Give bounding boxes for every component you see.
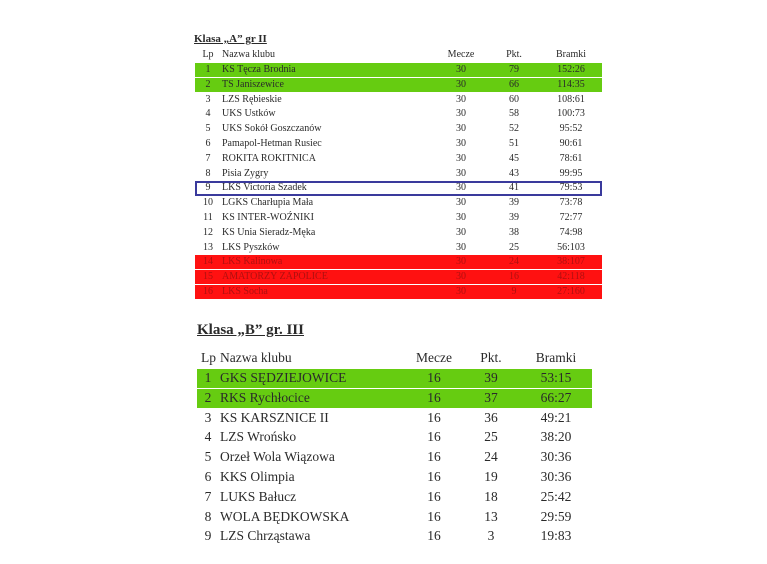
club-name-cell: Pisia Zygry [222, 167, 269, 179]
table-row [195, 167, 602, 181]
table-b-title: Klasa „B” gr. III [197, 322, 304, 338]
club-name-cell: KS Unia Sieradz-Męka [222, 226, 316, 238]
matches-cell: 30 [456, 241, 466, 253]
goals-cell: 27:160 [557, 286, 585, 297]
lp-cell: 6 [205, 138, 211, 149]
table-row [195, 107, 602, 121]
header-matches: Mecze [447, 49, 475, 60]
points-cell: 16 [509, 271, 519, 283]
lp-cell: 6 [204, 469, 212, 484]
header-lp: Lp [201, 350, 216, 365]
goals-cell: 25:42 [540, 488, 572, 504]
table-row [197, 448, 592, 467]
points-cell: 52 [509, 123, 519, 135]
table-row [197, 508, 592, 527]
goals-cell: 38:20 [540, 429, 572, 445]
goals-cell: 49:21 [540, 409, 572, 425]
lp-cell: 8 [204, 508, 212, 524]
points-cell: 39 [484, 370, 498, 385]
goals-cell: 108:61 [557, 93, 585, 105]
goals-cell: 66:27 [540, 389, 572, 405]
matches-cell: 16 [427, 389, 441, 405]
table-row [195, 152, 602, 166]
goals-cell: 38:107 [557, 256, 585, 268]
matches-cell: 30 [456, 152, 466, 164]
matches-cell: 16 [427, 508, 441, 524]
club-name-cell: LKS Socha [222, 286, 268, 297]
club-name-cell: LKS Kalinowa [222, 256, 283, 268]
matches-cell: 16 [427, 409, 441, 425]
goals-cell: 95:52 [559, 123, 583, 135]
points-cell: 25 [509, 241, 519, 253]
lp-cell: 14 [203, 256, 213, 268]
table-row [197, 389, 592, 408]
lp-cell: 11 [203, 212, 213, 223]
table-row [195, 241, 602, 255]
points-cell: 39 [509, 197, 519, 209]
matches-cell: 16 [427, 469, 441, 484]
points-cell: 45 [509, 152, 519, 164]
club-name-cell: LZS Chrząstawa [220, 528, 311, 544]
lp-cell: 2 [204, 389, 212, 405]
goals-cell: 30:36 [540, 449, 572, 465]
matches-cell: 16 [427, 449, 441, 465]
lp-cell: 4 [205, 108, 211, 120]
club-name-cell: KKS Olimpia [220, 469, 295, 484]
points-cell: 79 [509, 64, 519, 75]
club-name-cell: WOLA BĘDKOWSKA [220, 508, 350, 524]
lp-cell: 1 [204, 370, 212, 385]
points-cell: 38 [509, 226, 519, 238]
lp-cell: 4 [204, 429, 212, 445]
club-name-cell: UKS Sokół Goszczanów [222, 123, 322, 135]
goals-cell: 78:61 [559, 152, 583, 164]
club-name-cell: LZS Rębieskie [222, 93, 282, 105]
header-goals: Bramki [556, 49, 586, 60]
table-row [195, 211, 602, 225]
header-goals: Bramki [535, 350, 577, 365]
matches-cell: 16 [427, 528, 441, 544]
goals-cell: 79:53 [559, 182, 583, 194]
matches-cell: 30 [456, 108, 466, 120]
lp-cell: 2 [205, 78, 211, 90]
lp-cell: 8 [205, 167, 211, 179]
table-row [195, 181, 602, 196]
table-row [195, 270, 602, 284]
table-row [195, 285, 602, 299]
lp-cell: 9 [205, 182, 211, 194]
table-row [197, 428, 592, 447]
lp-cell: 1 [205, 64, 211, 75]
matches-cell: 30 [456, 78, 466, 90]
goals-cell: 100:73 [557, 108, 585, 120]
goals-cell: 19:83 [540, 528, 572, 544]
goals-cell: 73:78 [559, 197, 583, 209]
lp-cell: 9 [204, 528, 212, 544]
points-cell: 9 [511, 286, 517, 297]
matches-cell: 30 [456, 197, 466, 209]
lp-cell: 12 [203, 226, 213, 238]
table-row [195, 63, 602, 77]
points-cell: 24 [509, 256, 519, 268]
table-row [195, 255, 602, 269]
matches-cell: 30 [456, 182, 466, 194]
header-name: Nazwa klubu [222, 49, 276, 60]
table-row [197, 527, 592, 546]
points-cell: 37 [484, 389, 498, 405]
table-row [195, 137, 602, 151]
matches-cell: 30 [456, 271, 466, 283]
lp-cell: 3 [204, 409, 212, 425]
points-cell: 3 [487, 528, 495, 544]
points-cell: 43 [509, 167, 519, 179]
points-cell: 25 [484, 429, 498, 445]
table-row [197, 409, 592, 428]
header-points: Pkt. [506, 49, 522, 60]
matches-cell: 16 [427, 370, 441, 385]
points-cell: 51 [509, 138, 519, 149]
goals-cell: 99:95 [559, 167, 583, 179]
points-cell: 58 [509, 108, 519, 120]
goals-cell: 30:36 [540, 469, 572, 484]
table-row [195, 122, 602, 136]
points-cell: 60 [509, 93, 519, 105]
matches-cell: 30 [456, 138, 466, 149]
lp-cell: 3 [205, 93, 211, 105]
points-cell: 41 [509, 182, 519, 194]
matches-cell: 30 [456, 226, 466, 238]
lp-cell: 16 [203, 286, 213, 297]
club-name-cell: LKS Victoria Szadek [222, 182, 307, 194]
club-name-cell: ROKITA ROKITNICA [222, 152, 316, 164]
table-row [195, 93, 602, 107]
points-cell: 36 [484, 409, 498, 425]
goals-cell: 29:59 [540, 508, 572, 524]
header-name: Nazwa klubu [220, 350, 292, 365]
club-name-cell: TS Janiszewice [222, 78, 284, 90]
points-cell: 39 [509, 212, 519, 223]
header-points: Pkt. [480, 350, 502, 365]
lp-cell: 7 [204, 488, 212, 504]
goals-cell: 74:98 [559, 226, 583, 238]
lp-cell: 15 [203, 271, 213, 283]
table-row [195, 226, 602, 240]
table-row [197, 468, 592, 487]
matches-cell: 16 [427, 429, 441, 445]
club-name-cell: Pamapol-Hetman Rusiec [222, 138, 322, 149]
lp-cell: 5 [204, 449, 212, 465]
header-matches: Mecze [416, 350, 452, 365]
table-row [197, 369, 592, 388]
matches-cell: 30 [456, 167, 466, 179]
goals-cell: 152:26 [557, 64, 585, 75]
table-header [195, 48, 602, 63]
lp-cell: 5 [205, 123, 211, 135]
goals-cell: 114:35 [557, 78, 585, 90]
club-name-cell: Orzeł Wola Wiązowa [220, 449, 335, 465]
club-name-cell: KS INTER-WOŹNIKI [222, 212, 314, 223]
club-name-cell: LKS Pyszków [222, 241, 280, 253]
goals-cell: 42:118 [557, 271, 585, 283]
club-name-cell: RKS Rychłocice [220, 389, 310, 405]
matches-cell: 30 [456, 93, 466, 105]
club-name-cell: LZS Wrońsko [220, 429, 297, 445]
club-name-cell: KS Tęcza Brodnia [222, 64, 296, 75]
goals-cell: 56:103 [557, 241, 585, 253]
lp-cell: 13 [203, 241, 213, 253]
matches-cell: 30 [456, 256, 466, 268]
table-row [195, 196, 602, 210]
table-row [197, 488, 592, 507]
goals-cell: 53:15 [540, 370, 572, 385]
goals-cell: 72:77 [559, 212, 583, 223]
table-a-title: Klasa „A” gr II [194, 33, 267, 45]
table-row [195, 78, 602, 92]
club-name-cell: UKS Ustków [222, 108, 276, 120]
goals-cell: 90:61 [559, 138, 583, 149]
matches-cell: 30 [456, 212, 466, 223]
points-cell: 24 [484, 449, 498, 465]
club-name-cell: LGKS Charłupia Mała [222, 197, 314, 209]
lp-cell: 10 [203, 197, 213, 209]
club-name-cell: LUKS Bałucz [220, 488, 297, 504]
club-name-cell: AMATORZY ZAPOLICE [222, 271, 328, 283]
header-lp: Lp [202, 49, 214, 60]
table-header [197, 349, 592, 369]
matches-cell: 30 [456, 123, 466, 135]
matches-cell: 30 [456, 64, 466, 75]
points-cell: 13 [484, 508, 498, 524]
points-cell: 19 [484, 469, 498, 484]
club-name-cell: GKS SĘDZIEJOWICE [220, 370, 347, 385]
matches-cell: 16 [427, 488, 441, 504]
club-name-cell: KS KARSZNICE II [220, 409, 329, 425]
points-cell: 66 [509, 78, 519, 90]
matches-cell: 30 [456, 286, 466, 297]
lp-cell: 7 [205, 152, 211, 164]
points-cell: 18 [484, 488, 498, 504]
